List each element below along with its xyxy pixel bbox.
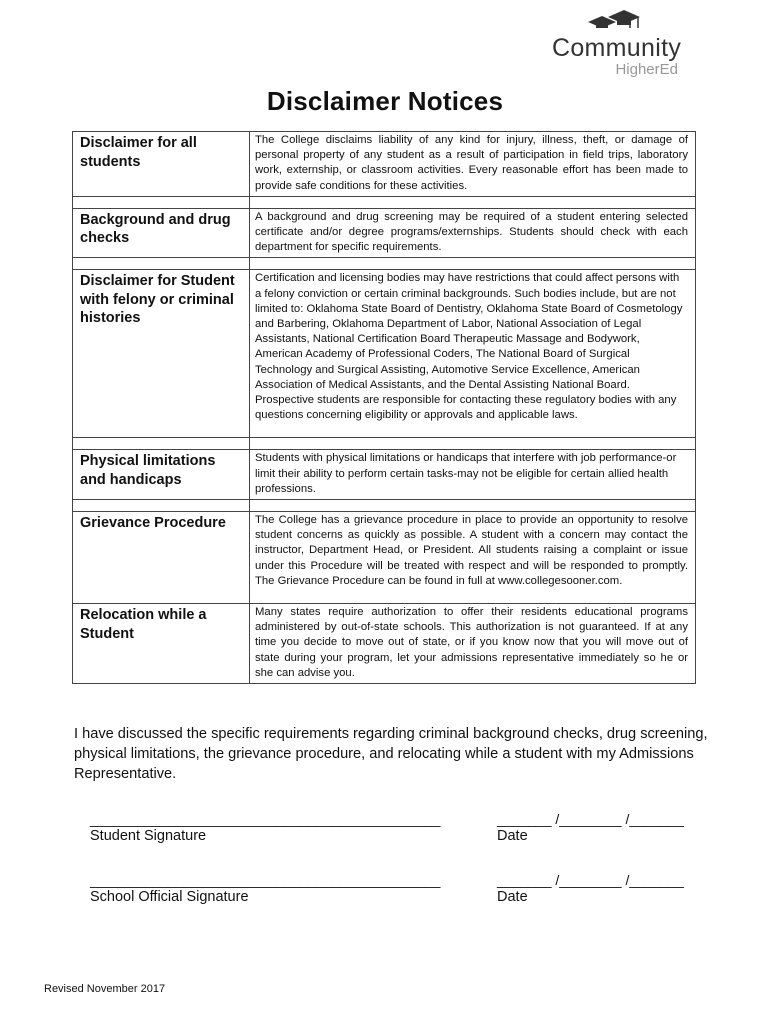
row-label: Background and drug checks — [73, 208, 250, 258]
graduation-caps-icon — [584, 8, 648, 34]
table-row — [73, 270, 696, 438]
row-label: Disclaimer for all students — [73, 132, 250, 197]
table-row — [73, 450, 696, 500]
row-text: The College has a grievance procedure in place to provide an opportunity to resolve student concerns as quickly as possible. A student with a concern may contact the instructor, Department Head, or President. All students raising a complaint or issue under this Procedure will be treated with respect and will be responded to promptly. The Grievance Procedure can be found in full at www.collegesooner.com. — [250, 512, 696, 604]
spacer-row — [73, 258, 696, 270]
row-text: Certification and licensing bodies may have restrictions that could affect persons with a felony conviction or certain criminal backgrounds. Such bodies include, but are not limited to: Oklahoma State Board of Dentistry, Oklahoma State Board of Cosmetology and Barbering, Oklahoma Department of Labor, National Association of Legal Assistants, National Certification Board Therapeutic Massage and Bodywork, American Academy of Professional Coders, The National Board of Surgical Technology and Surgical Assisting, Automotive Service Excellence, American Association of Medical Assistants, and the Dental Assisting National Board. Prospective students are responsible for contacting these regulatory bodies with any questions concerning eligibility or approvals and applicable laws. — [250, 270, 696, 438]
row-text: The College disclaims liability of any kind for injury, illness, theft, or damage of personal property of any student as a result of participation in field trips, laboratory work, externship, or classroom activities. Every reasonable effort has been made to provide safe conditions for these activities. — [250, 132, 696, 197]
row-label: Relocation while a Student — [73, 604, 250, 684]
logo-wordmark: Community — [552, 34, 682, 62]
table-row — [73, 604, 696, 684]
student-date-label: Date — [497, 828, 528, 844]
disclaimer-table — [72, 131, 696, 684]
row-label: Physical limitations and handicaps — [73, 450, 250, 500]
row-text: Many states require authorization to offer their residents educational programs administered by out-of-state schools. This authorization is not guaranteed. If at any time you decide to move out of state, or if you know now that you will move out of state during your program, let your admissions representative immediately so he or she can advise you. — [250, 604, 696, 684]
student-signature-label: Student Signature — [90, 828, 207, 844]
revision-footer: Revised November 2017 — [44, 983, 166, 995]
official-date-label: Date — [497, 889, 528, 905]
spacer-row — [73, 438, 696, 450]
row-label: Disclaimer for Student with felony or criminal histories — [73, 270, 250, 438]
row-label: Grievance Procedure — [73, 512, 250, 604]
official-signature-line[interactable]: _____________________________________________ — [90, 872, 441, 888]
spacer-row — [73, 500, 696, 512]
spacer-row — [73, 196, 696, 208]
row-text: Students with physical limitations or handicaps that interfere with job performance-or limit their ability to perform certain tasks-may not be eligible for certain allied health professions. — [250, 450, 696, 500]
table-row — [73, 132, 696, 197]
logo-subtitle: HigherEd — [615, 61, 678, 78]
table-row — [73, 208, 696, 258]
official-signature-label: School Official Signature — [90, 889, 249, 905]
student-date-line[interactable]: _______ /________ /_______ — [497, 811, 684, 827]
row-text: A background and drug screening may be required of a student entering selected certificate and/or degree programs/externships. Students should check with each department for specific requirements. — [250, 208, 696, 258]
official-date-line[interactable]: _______ /________ /_______ — [497, 872, 684, 888]
student-signature-line[interactable]: _____________________________________________ — [90, 811, 441, 827]
table-row — [73, 512, 696, 604]
community-higher-ed-logo — [552, 8, 692, 76]
acknowledgement-statement: I have discussed the specific requirements regarding criminal background checks, drug screening, physical limitations, the grievance procedure, and relocating while a student with my Admissions Representative. — [74, 726, 708, 782]
page-title: Disclaimer Notices — [266, 86, 504, 116]
